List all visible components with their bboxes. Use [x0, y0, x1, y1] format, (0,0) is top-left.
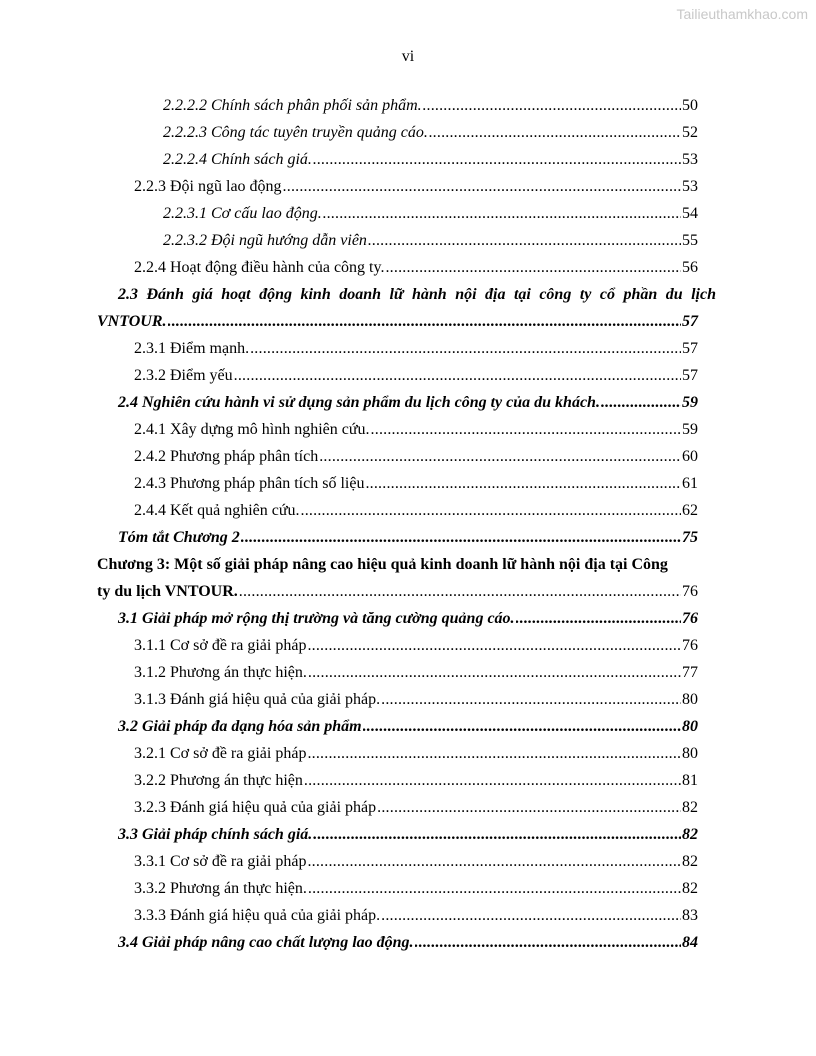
- toc-section-title-line1[interactable]: 2.3 Đánh giá hoạt động kinh doanh lữ hành nội địa tại công ty cổ phần du lịch: [118, 286, 716, 303]
- toc-page: 80: [682, 718, 698, 735]
- toc-entry[interactable]: [134, 848, 698, 875]
- toc-page: 53: [682, 151, 698, 168]
- toc-title: 2.3.2 Điểm yếu: [134, 367, 233, 384]
- toc-leader: [381, 686, 681, 713]
- toc-title: 3.1.1 Cơ sở đề ra giải pháp: [134, 637, 307, 654]
- toc-page: 80: [682, 691, 698, 708]
- toc-entry[interactable]: [134, 875, 698, 902]
- toc-leader: [381, 902, 681, 929]
- toc-entry[interactable]: [163, 227, 698, 254]
- toc-page: 56: [682, 259, 698, 276]
- toc-title: VNTOUR.: [97, 313, 167, 330]
- toc-entry[interactable]: [134, 767, 698, 794]
- toc-title: 3.2.1 Cơ sở đề ra giải pháp: [134, 745, 307, 762]
- toc-title: 3.1.2 Phương án thực hiện.: [134, 664, 307, 681]
- toc-page: 77: [682, 664, 698, 681]
- toc-title: 2.2.4 Hoạt động điều hành của công ty.: [134, 259, 385, 276]
- toc-leader: [241, 524, 681, 551]
- toc-page: 82: [682, 853, 698, 870]
- toc-entry[interactable]: [163, 146, 698, 173]
- toc-leader: [307, 632, 681, 659]
- toc-entry[interactable]: [134, 740, 698, 767]
- toc-leader: [365, 470, 681, 497]
- toc-page: 82: [682, 799, 698, 816]
- toc-leader: [385, 254, 681, 281]
- toc-entry[interactable]: [134, 497, 698, 524]
- toc-page: 57: [682, 313, 698, 330]
- toc-title: 2.4 Nghiên cứu hành vi sử dụng sản phẩm du lịch công ty của du khách.: [118, 394, 600, 411]
- toc-title: 3.3.1 Cơ sở đề ra giải pháp: [134, 853, 307, 870]
- toc-entry[interactable]: [118, 605, 698, 632]
- toc-entry[interactable]: [118, 713, 698, 740]
- toc-entry[interactable]: [163, 119, 698, 146]
- toc-entry[interactable]: [134, 254, 698, 281]
- toc-page: 55: [682, 232, 698, 249]
- toc-entry[interactable]: [134, 686, 698, 713]
- toc-title: 2.2.3.1 Cơ cấu lao động.: [163, 205, 322, 222]
- toc-page: 60: [682, 448, 698, 465]
- toc-title: 2.2.2.4 Chính sách giá.: [163, 151, 312, 168]
- toc-page: 59: [682, 421, 698, 438]
- toc-title: 3.1 Giải pháp mở rộng thị trường và tăng cường quảng cáo.: [118, 610, 515, 627]
- watermark: Tailieuthamkhao.com: [676, 6, 808, 22]
- toc-title: 2.4.4 Kết quả nghiên cứu.: [134, 502, 300, 519]
- toc-page: 53: [682, 178, 698, 195]
- toc-title: 2.3.1 Điểm mạnh.: [134, 340, 250, 357]
- toc-leader: [307, 740, 681, 767]
- toc-page: 75: [682, 529, 698, 546]
- toc-leader: [368, 227, 681, 254]
- toc-entry[interactable]: [118, 929, 698, 956]
- toc-page: 81: [682, 772, 698, 789]
- toc-title: 2.4.3 Phương pháp phân tích số liệu: [134, 475, 365, 492]
- toc-title: Tóm tắt Chương 2: [118, 529, 240, 546]
- toc-title: 3.3 Giải pháp chính sách giá.: [118, 826, 313, 843]
- toc-page: 57: [682, 340, 698, 357]
- toc-title: 2.2.2.3 Công tác tuyên truyền quảng cáo.: [163, 124, 428, 141]
- toc-page: 52: [682, 124, 698, 141]
- toc-page: 82: [682, 826, 698, 843]
- toc-title: 3.2.3 Đánh giá hiệu quả của giải pháp: [134, 799, 377, 816]
- toc-title: 3.2 Giải pháp đa dạng hóa sản phẩm: [118, 718, 362, 735]
- toc-entry[interactable]: [118, 524, 698, 551]
- toc-title: 3.3.2 Phương án thực hiện.: [134, 880, 307, 897]
- toc-leader: [168, 308, 682, 335]
- toc-leader: [308, 659, 681, 686]
- toc-leader: [429, 119, 681, 146]
- toc-title: 2.2.2.2 Chính sách phân phối sản phẩm.: [163, 97, 422, 114]
- toc-leader: [423, 92, 681, 119]
- toc-page: 50: [682, 97, 698, 114]
- toc-page: 59: [682, 394, 698, 411]
- toc-page: 76: [682, 637, 698, 654]
- toc-page: 54: [682, 205, 698, 222]
- toc-entry[interactable]: [97, 308, 698, 335]
- toc-leader: [323, 200, 681, 227]
- toc-leader: [415, 929, 681, 956]
- toc-title: 2.2.3 Đội ngũ lao động: [134, 178, 282, 195]
- toc-page: 84: [682, 934, 698, 951]
- toc-entry[interactable]: [118, 389, 698, 416]
- toc-leader: [601, 389, 681, 416]
- toc-entry[interactable]: [134, 632, 698, 659]
- toc-leader: [377, 794, 681, 821]
- toc-leader: [307, 848, 681, 875]
- toc-entry[interactable]: [134, 794, 698, 821]
- toc-leader: [304, 767, 681, 794]
- toc-leader: [319, 443, 681, 470]
- toc-leader: [250, 335, 681, 362]
- toc-entry[interactable]: [134, 416, 698, 443]
- toc-title: 3.4 Giải pháp nâng cao chất lượng lao động.: [118, 934, 414, 951]
- toc-leader: [308, 875, 681, 902]
- toc-entry[interactable]: [134, 902, 698, 929]
- toc-title: ty du lịch VNTOUR.: [97, 583, 238, 600]
- toc-page: 80: [682, 745, 698, 762]
- toc-title: 3.1.3 Đánh giá hiệu quả của giải pháp.: [134, 691, 381, 708]
- toc-leader: [283, 173, 681, 200]
- toc-entry[interactable]: [163, 92, 698, 119]
- toc-title: 2.4.2 Phương pháp phân tích: [134, 448, 319, 465]
- toc-leader: [313, 821, 681, 848]
- toc-entry[interactable]: [134, 362, 698, 389]
- toc-entry[interactable]: [97, 578, 698, 605]
- toc-title: 2.2.3.2 Đội ngũ hướng dẫn viên: [163, 232, 367, 249]
- toc-leader: [313, 146, 681, 173]
- toc-title: 2.4.1 Xây dựng mô hình nghiên cứu.: [134, 421, 370, 438]
- toc-entry[interactable]: [134, 659, 698, 686]
- toc-page: 83: [682, 907, 698, 924]
- toc-entry[interactable]: [134, 470, 698, 497]
- toc-page: 61: [682, 475, 698, 492]
- page-number: vi: [401, 48, 415, 65]
- toc-entry[interactable]: [163, 200, 698, 227]
- toc-page: 76: [682, 610, 698, 627]
- toc-entry[interactable]: [134, 335, 698, 362]
- toc-title: 3.3.3 Đánh giá hiệu quả của giải pháp.: [134, 907, 381, 924]
- toc-page: 57: [682, 367, 698, 384]
- toc-title: 3.2.2 Phương án thực hiện: [134, 772, 303, 789]
- toc-page: 82: [682, 880, 698, 897]
- toc-leader: [371, 416, 681, 443]
- toc-entry[interactable]: [134, 443, 698, 470]
- toc-entry[interactable]: [134, 173, 698, 200]
- toc-leader: [234, 362, 681, 389]
- toc-leader: [516, 605, 681, 632]
- toc-page: 62: [682, 502, 698, 519]
- toc-leader: [301, 497, 681, 524]
- toc-entry[interactable]: [118, 821, 698, 848]
- toc-leader: [239, 578, 681, 605]
- toc-leader: [363, 713, 681, 740]
- toc-page: 76: [682, 583, 698, 600]
- toc-chapter-title-line1[interactable]: Chương 3: Một số giải pháp nâng cao hiệu quả kinh doanh lữ hành nội địa tại Công: [97, 556, 668, 573]
